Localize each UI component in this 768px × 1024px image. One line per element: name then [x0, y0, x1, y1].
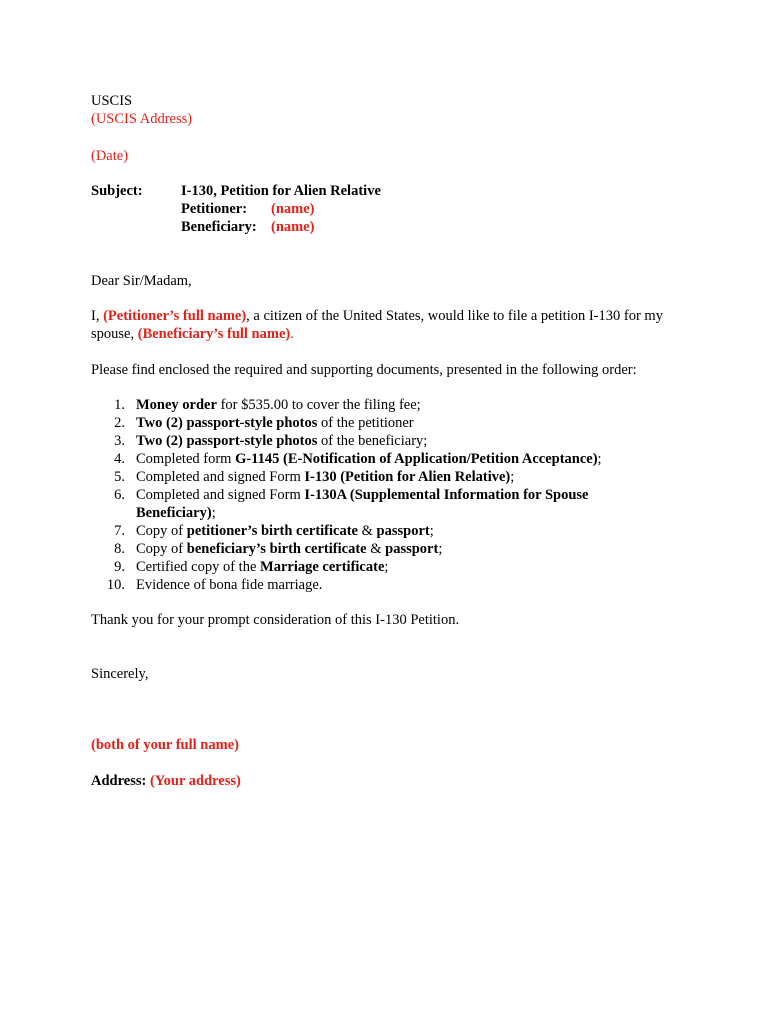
item-text: Copy of: [136, 541, 187, 557]
item-bold: passport: [385, 541, 439, 557]
item-text: ;: [211, 505, 216, 521]
item-bold: Money order: [136, 397, 217, 413]
recipient: USCIS: [91, 93, 133, 109]
item-bold: Two (2) passport-style photos: [136, 415, 318, 431]
intro-line-1: [91, 307, 663, 325]
beneficiary-full-name: (Beneficiary’s full name): [137, 326, 291, 342]
subject-value: I-130, Petition for Alien Relative: [181, 183, 381, 199]
item-text: &: [358, 523, 377, 539]
item-text: for $535.00 to cover the filing fee;: [216, 397, 421, 413]
item-bold: passport: [376, 523, 430, 539]
list-number: 10.: [106, 577, 125, 593]
address-line: [91, 772, 241, 790]
intro-line-2: [91, 325, 294, 343]
enclosed-text: Please find enclosed the required and supporting documents, presented in the following order:: [91, 362, 637, 378]
list-number: 5.: [114, 469, 125, 485]
item-text: ;: [597, 451, 602, 467]
petitioner-value: (name): [271, 201, 315, 217]
item-text: &: [366, 541, 386, 557]
item-bold: beneficiary’s birth certificate: [186, 541, 367, 557]
item-bold: I-130A (Supplemental Information for Spouse: [304, 487, 589, 503]
item-text: ;: [384, 559, 389, 575]
item-text: ;: [438, 541, 443, 557]
intro-text: I,: [91, 308, 104, 324]
list-number: 9.: [114, 559, 125, 575]
signature-name: (both of your full name): [91, 737, 239, 753]
item-text: of the petitioner: [317, 415, 414, 431]
intro-text: spouse,: [91, 326, 138, 342]
intro-period: .: [290, 326, 294, 342]
petitioner-label: Petitioner:: [181, 201, 248, 217]
item-text: of the beneficiary;: [317, 433, 428, 449]
list-number: 7.: [114, 523, 125, 539]
item-text: Completed and signed Form: [136, 469, 305, 485]
list-number: 1.: [114, 397, 125, 413]
item-bold: I-130 (Petition for Alien Relative): [304, 469, 511, 485]
closing: Sincerely,: [91, 666, 149, 682]
item-bold: petitioner’s birth certificate: [186, 523, 358, 539]
address-value: (Your address): [149, 773, 241, 789]
list-number: 6.: [114, 487, 125, 503]
item-text: Evidence of bona fide marriage.: [136, 577, 323, 593]
item-bold: Marriage certificate: [260, 559, 385, 575]
list-number: 2.: [114, 415, 125, 431]
list-number: 8.: [114, 541, 125, 557]
subject-label: Subject:: [91, 183, 143, 199]
item-text: Completed and signed Form: [136, 487, 305, 503]
beneficiary-value: (name): [271, 219, 315, 235]
list-number: 3.: [114, 433, 125, 449]
list-number: 4.: [114, 451, 125, 467]
letter-date: (Date): [91, 148, 129, 164]
petitioner-full-name: (Petitioner’s full name): [103, 308, 247, 324]
intro-text: , a citizen of the United States, would like to file a petition I-130 for my: [246, 308, 663, 324]
item-text: Copy of: [136, 523, 187, 539]
item-text: Completed form: [136, 451, 236, 467]
thanks-text: Thank you for your prompt consideration of this I-130 Petition.: [91, 612, 460, 628]
item-text: Certified copy of the: [136, 559, 261, 575]
item-bold: Two (2) passport-style photos: [136, 433, 318, 449]
address-label: Address:: [91, 773, 147, 789]
recipient-address: (USCIS Address): [91, 111, 193, 127]
item-text: ;: [429, 523, 434, 539]
greeting: Dear Sir/Madam,: [91, 273, 192, 289]
item-bold: G-1145 (E-Notification of Application/Petition Acceptance): [235, 451, 598, 467]
item-bold: Beneficiary): [136, 505, 212, 521]
beneficiary-label: Beneficiary:: [181, 219, 257, 235]
item-text: ;: [510, 469, 515, 485]
